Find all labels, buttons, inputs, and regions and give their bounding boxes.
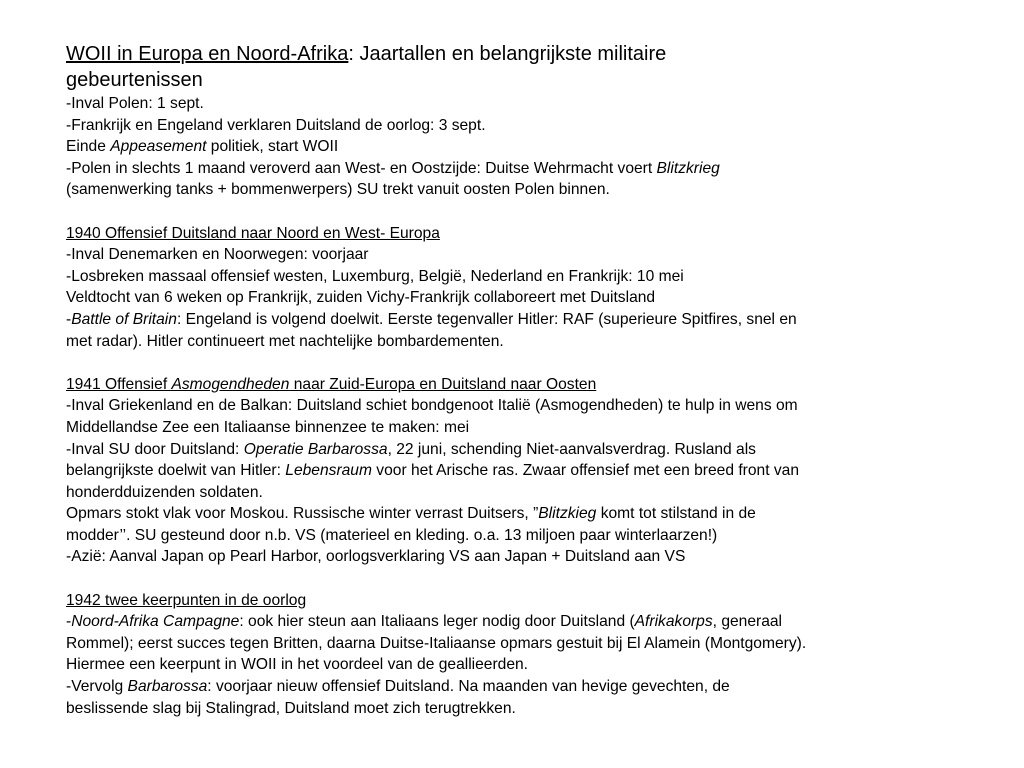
text-span: 1941 Offensief [66, 375, 172, 393]
italic-term: Barbarossa [127, 678, 208, 696]
text-span: belangrijkste doelwit van Hitler: [66, 462, 286, 480]
italic-term: Blitzkieg [538, 505, 597, 523]
text-span: , generaal [712, 613, 783, 631]
text-line [66, 611, 966, 633]
spacer [66, 352, 966, 374]
section-heading-1941 [66, 374, 966, 396]
text-line: -Frankrijk en Engeland verklaren Duitsland de oorlog: 3 sept. [66, 116, 486, 134]
italic-term: Lebensraum [285, 462, 372, 480]
text-line: modder’’. SU gesteund door n.b. VS (materieel en kleding. o.a. 13 miljoen paar winterlaarzen!) [66, 526, 718, 544]
text-span: - [66, 613, 72, 631]
text-span: Opmars stokt vlak voor Moskou. Russische winter verrast Duitsers, ” [66, 505, 539, 523]
text-span: -Vervolg [66, 678, 128, 696]
text-line [66, 158, 966, 180]
title-rest: : Jaartallen en belangrijkste militaire [348, 43, 667, 65]
text-line [66, 309, 966, 331]
text-span: politiek, start WOII [206, 138, 339, 156]
italic-term: Afrikakorps [634, 613, 713, 631]
title-underlined: WOII in Europa en Noord-Afrika [66, 43, 349, 65]
text-span: Einde [66, 138, 111, 156]
text-line [66, 503, 966, 525]
text-line: beslissende slag bij Stalingrad, Duitsland moet zich terugtrekken. [66, 699, 516, 717]
text-span: naar Zuid-Europa en Duitsland naar Oosten [289, 375, 597, 393]
text-line: -Inval Griekenland en de Balkan: Duitsland schiet bondgenoot Italië (Asmogendheden) te hulp in wens om [66, 397, 798, 415]
text-span: komt tot stilstand in de [596, 505, 756, 523]
text-line: (samenwerking tanks + bommenwerpers) SU trekt vanuit oosten Polen binnen. [66, 181, 610, 199]
text-line: -Losbreken massaal offensief westen, Luxemburg, België, Nederland en Frankrijk: 10 mei [66, 267, 684, 285]
text-span: -Inval SU door Duitsland: [66, 440, 244, 458]
italic-term: Noord-Afrika Campagne [71, 613, 240, 631]
text-line: Rommel); eerst succes tegen Britten, daarna Duitse-Italiaanse opmars gestuit bij El Alamein (Montgomery). [66, 634, 807, 652]
italic-term: Appeasement [110, 138, 207, 156]
text-line: -Inval Polen: 1 sept. [66, 95, 204, 112]
slide-title-line2: gebeurtenissen [66, 69, 203, 91]
text-line: Middellandse Zee een Italiaanse binnenzee te maken: mei [66, 418, 470, 436]
text-line [66, 136, 966, 158]
slide-content [66, 41, 966, 719]
text-line: -Azië: Aanval Japan op Pearl Harbor, oorlogsverklaring VS aan Japan + Duitsland aan VS [66, 548, 686, 566]
text-span: : Engeland is volgend doelwit. Eerste tegenvaller Hitler: RAF (superieure Spitfires, snel en [176, 310, 797, 328]
spacer [66, 201, 966, 223]
text-line: Veldtocht van 6 weken op Frankrijk, zuiden Vichy-Frankrijk collaboreert met Duitsland [66, 289, 656, 307]
text-line: -Inval Denemarken en Noorwegen: voorjaar [66, 246, 369, 264]
text-line: Hiermee een keerpunt in WOII in het voordeel van de geallieerden. [66, 656, 529, 674]
italic-term: Blitzkrieg [656, 159, 720, 177]
text-span: , 22 juni, schending Niet-aanvalsverdrag. Rusland als [387, 440, 756, 458]
spacer [66, 568, 966, 590]
text-line: met radar). Hitler continueert met nachtelijke bombardementen. [66, 332, 504, 350]
text-span: -Polen in slechts 1 maand veroverd aan West- en Oostzijde: Duitse Wehrmacht voert [66, 159, 657, 177]
text-line: honderdduizenden soldaten. [66, 483, 263, 501]
text-span: voor het Arische ras. Zwaar offensief met een breed front van [371, 462, 799, 480]
text-span: : voorjaar nieuw offensief Duitsland. Na maanden van hevige gevechten, de [207, 678, 730, 696]
italic-term: Battle of Britain [71, 310, 177, 328]
text-line [66, 439, 966, 461]
italic-term: Asmogendheden [171, 375, 290, 393]
text-line [66, 676, 966, 698]
text-span: - [66, 310, 72, 328]
section-heading-1940: 1940 Offensief Duitsland naar Noord en West- Europa [66, 224, 440, 242]
slide-title [66, 41, 966, 67]
text-span: : ook hier steun aan Italiaans leger nodig door Duitsland ( [239, 613, 635, 631]
text-line [66, 460, 966, 482]
section-heading-1942: 1942 twee keerpunten in de oorlog [66, 591, 307, 609]
italic-term: Operatie Barbarossa [243, 440, 388, 458]
